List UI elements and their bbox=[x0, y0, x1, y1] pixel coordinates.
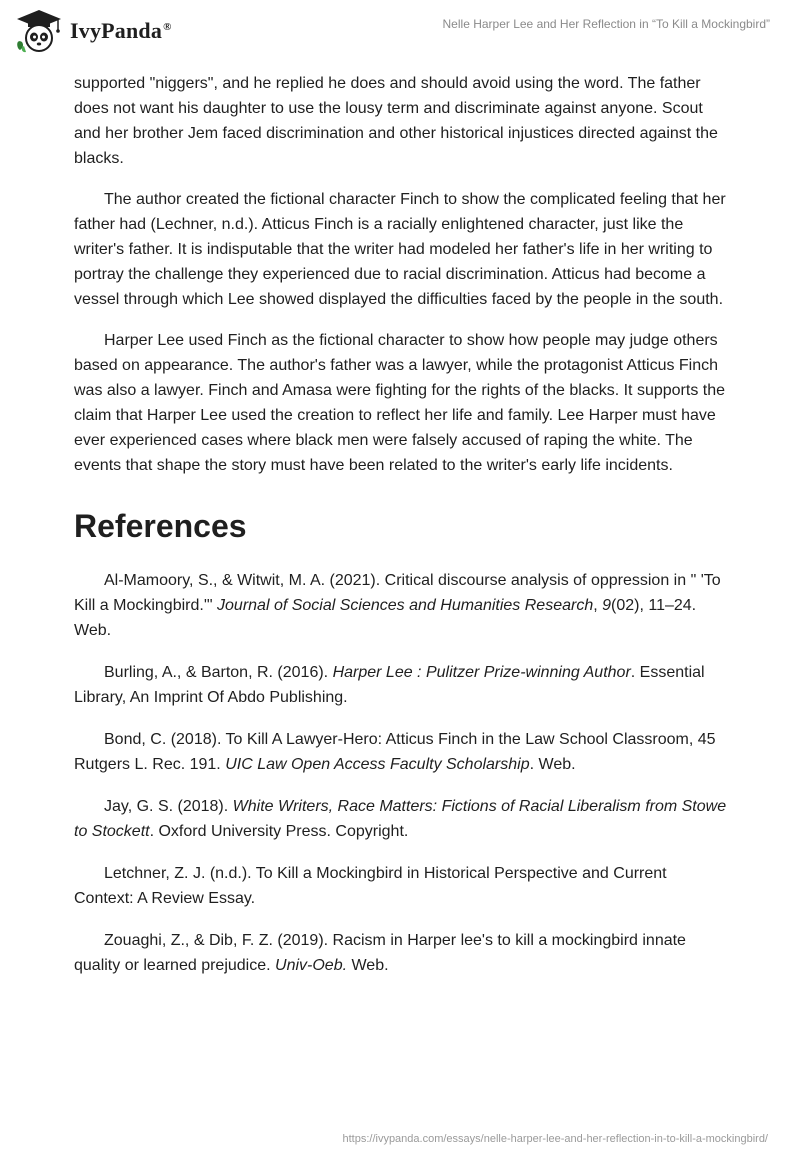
brand-name: IvyPanda® bbox=[70, 18, 172, 43]
paragraph: Harper Lee used Finch as the fictional character to show how people may judge others based on appearance. The author's father was a lawyer, while the protagonist Atticus Finch was also a lawyer. Finch and Amasa were fighting for the rights of the blacks. It supports the claim that Harper Lee used the creation to reflect her life and family. Lee Harper must have ever experienced cases where black men were falsely accused of raping the white. The events that shape the story must have been related to the writer's early life incidents. bbox=[74, 332, 725, 474]
reference-item: Bond, C. (2018). To Kill A Lawyer-Hero: Atticus Finch in the Law School Classroom, 45 Rutgers L. Rec. 191. UIC Law Open Access Faculty Scholarship. Web. bbox=[74, 731, 716, 773]
paragraph: The author created the fictional character Finch to show the complicated feeling that her father had (Lechner, n.d.). Atticus Finch is a racially enlightened character, just like the writer's father. It is indisputable that the writer had modeled her father's life in her writing to portray the challenge they experienced due to racial discrimination. Atticus had become a vessel through which Lee showed displayed the difficulties faced by the people in the south. bbox=[74, 191, 726, 308]
page-header bbox=[0, 0, 800, 60]
paragraph: supported "niggers", and he replied he does and should avoid using the word. The father does not want his daughter to use the lousy term and discriminate against anyone. Scout and her brother Jem faced discrimination and other historical injustices directed against the blacks. bbox=[74, 75, 718, 167]
panda-graduate-icon bbox=[14, 8, 64, 54]
reference-item: Jay, G. S. (2018). White Writers, Race Matters: Fictions of Racial Liberalism from Stowe to Stockett. Oxford University Press. Copyright. bbox=[74, 798, 727, 840]
reference-item: Al-Mamoory, S., & Witwit, M. A. (2021). Critical discourse analysis of oppression in " 'To Kill a Mockingbird.'" Journal of Social Sciences and Humanities Research, 9(02), 11–24. Web. bbox=[74, 572, 721, 639]
reference-item: Letchner, Z. J. (n.d.). To Kill a Mockingbird in Historical Perspective and Current Context: A Review Essay. bbox=[74, 865, 667, 907]
reference-item: Zouaghi, Z., & Dib, F. Z. (2019). Racism in Harper lee's to kill a mockingbird innate quality or learned prejudice. Univ-Oeb. Web. bbox=[74, 932, 686, 974]
running-title: Nelle Harper Lee and Her Reflection in “To Kill a Mockingbird” bbox=[442, 17, 770, 31]
references-heading: References bbox=[74, 508, 247, 544]
source-url[interactable]: https://ivypanda.com/essays/nelle-harper-lee-and-her-reflection-in-to-kill-a-mockingbird/ bbox=[342, 1133, 768, 1145]
reference-item: Burling, A., & Barton, R. (2016). Harper Lee : Pulitzer Prize-winning Author. Essential Library, An Imprint Of Abdo Publishing. bbox=[74, 664, 705, 706]
essay-body bbox=[74, 71, 728, 995]
ivypanda-logo[interactable] bbox=[14, 8, 172, 54]
